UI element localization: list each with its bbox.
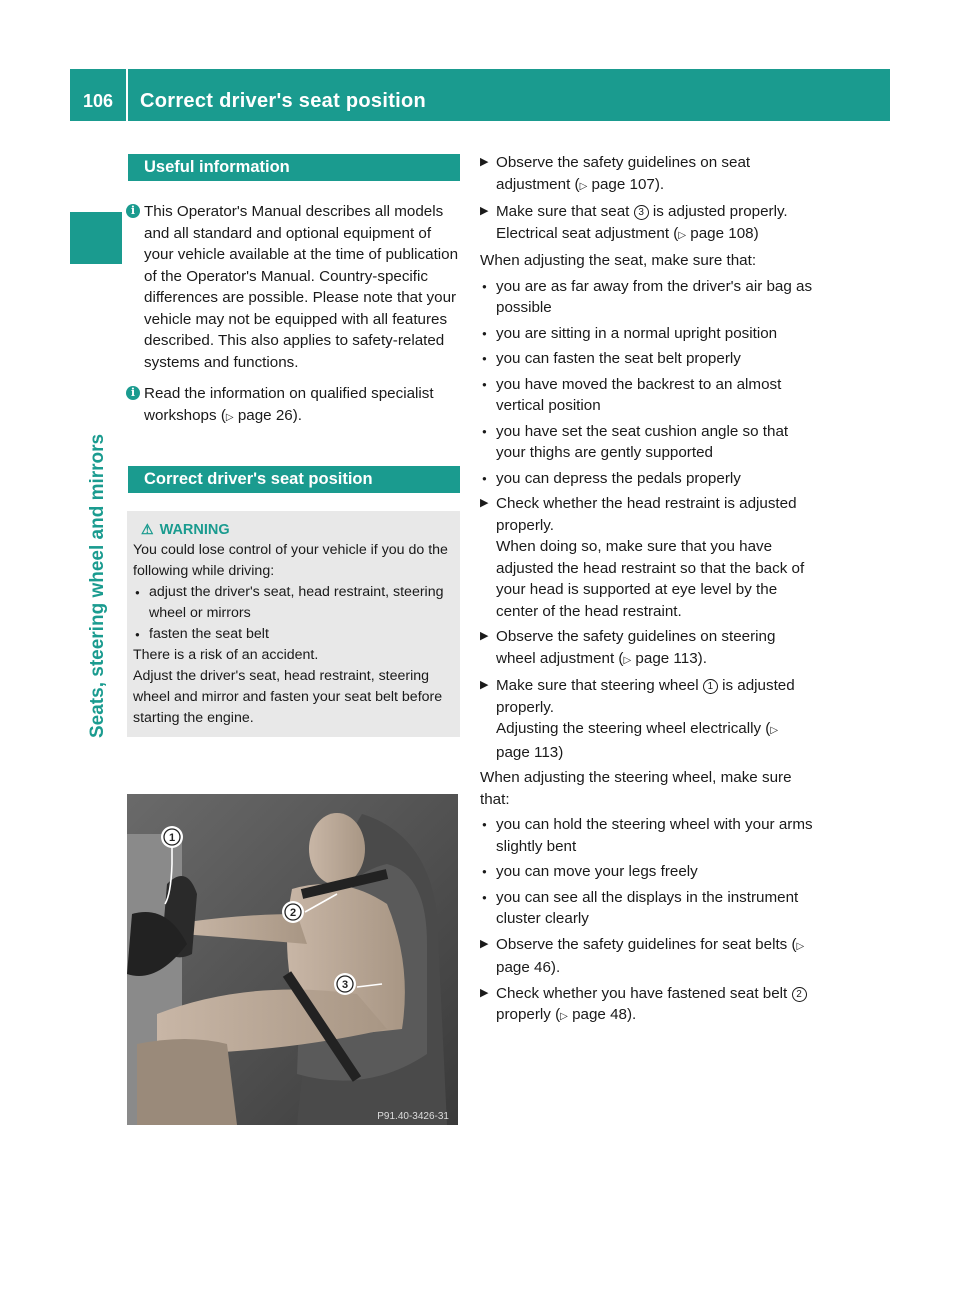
warning-bullet: ● fasten the seat belt bbox=[133, 624, 452, 645]
svg-text:3: 3 bbox=[341, 979, 349, 991]
warning-risk: There is a risk of an accident. bbox=[133, 647, 319, 663]
callout-3 bbox=[334, 973, 356, 995]
info-note-1-text: This Operator's Manual describes all models and all standard and optional equipment of your vehicle available at the time of publication of the Operator's Manual. Country-specific differences are possible. Please note that your vehicle may not be equipped with all features described. This also applies to safety-related systems and functions. bbox=[144, 203, 459, 371]
warning-triangle-icon: ⚠ bbox=[141, 521, 154, 537]
page-number: 106 bbox=[82, 91, 114, 111]
list-item: ● you can depress the pedals properly bbox=[480, 468, 816, 490]
page-ref-triangle-icon: ▷ bbox=[225, 411, 234, 423]
instruction-step: ▶ Observe the safety guidelines on steering wheel adjustment (▷ page 113). bbox=[480, 626, 816, 671]
info-icon: i bbox=[126, 386, 140, 400]
list-item: ● you have moved the backrest to an almost vertical position bbox=[480, 374, 816, 417]
warning-title-text: WARNING bbox=[159, 522, 230, 538]
page-ref-triangle-icon: ▷ bbox=[770, 725, 779, 736]
page-ref-link[interactable]: page 107 bbox=[591, 175, 655, 193]
page-ref-triangle-icon: ▷ bbox=[579, 180, 588, 192]
instruction-substep: Adjusting the steering wheel electrically (▷ page 113) bbox=[496, 720, 779, 761]
callout-number: 1 bbox=[703, 679, 718, 694]
svg-text:2: 2 bbox=[289, 907, 297, 919]
info-note-2-text: Read the information on qualified specialist workshops ( bbox=[144, 385, 434, 424]
info-icon: i bbox=[126, 204, 140, 218]
instruction-step: ▶ Observe the safety guidelines for seat belts (▷ page 46). bbox=[480, 934, 816, 979]
callout-number: 3 bbox=[634, 205, 649, 220]
left-column bbox=[114, 154, 460, 737]
instruction-step: ▶ Make sure that steering wheel 1 is adjusted properly. bbox=[480, 675, 816, 718]
side-chapter-label: Seats, steering wheel and mirrors bbox=[87, 433, 108, 738]
right-column bbox=[480, 152, 816, 1028]
useful-information-heading: Useful information bbox=[128, 154, 460, 181]
header-divider bbox=[126, 69, 128, 121]
seat-illustration bbox=[127, 794, 458, 1125]
list-item: ● you can move your legs freely bbox=[480, 861, 816, 883]
correct-seat-heading: Correct driver's seat position bbox=[128, 466, 460, 493]
page-ref-triangle-icon: ▷ bbox=[560, 1011, 568, 1022]
info-note-1 bbox=[114, 201, 460, 373]
page-ref-link[interactable]: page 108 bbox=[690, 224, 754, 242]
callout-1 bbox=[161, 826, 183, 848]
list-item: ● you have set the seat cushion angle so that your thighs are gently supported bbox=[480, 421, 816, 464]
list-item: ● you can hold the steering wheel with your arms slightly bent bbox=[480, 814, 816, 857]
warning-bullet: ● adjust the driver's seat, head restraint, steering wheel or mirrors bbox=[133, 582, 452, 624]
warning-box bbox=[127, 511, 460, 737]
page-ref-link[interactable]: page 113 bbox=[496, 743, 559, 761]
instruction-step: ▶ Make sure that seat 3 is adjusted properly. bbox=[480, 201, 816, 223]
instruction-step: ▶ Check whether the head restraint is adjusted properly. bbox=[480, 493, 816, 536]
warning-intro: You could lose control of your vehicle if you do the following while driving: bbox=[133, 542, 448, 579]
figure-code: P91.40-3426-31 bbox=[377, 1111, 449, 1122]
instruction-step: ▶ Check whether you have fastened seat belt 2 properly (▷ page 48). bbox=[480, 983, 816, 1028]
page-ref-link[interactable]: page 48 bbox=[572, 1006, 627, 1023]
wheel-checklist-intro: When adjusting the steering wheel, make sure that: bbox=[480, 769, 792, 808]
driver-seat-figure bbox=[127, 794, 458, 1125]
list-item: ● you are sitting in a normal upright position bbox=[480, 323, 816, 345]
list-item: ● you are as far away from the driver's air bag as possible bbox=[480, 276, 816, 319]
page-ref-triangle-icon: ▷ bbox=[678, 229, 687, 241]
page-ref-triangle-icon: ▷ bbox=[623, 654, 632, 666]
instruction-step: ▶ Observe the safety guidelines on seat adjustment (▷ page 107). bbox=[480, 152, 816, 197]
warning-title bbox=[133, 519, 452, 540]
list-item: ● you can see all the displays in the instrument cluster clearly bbox=[480, 887, 816, 930]
info-note-2 bbox=[114, 383, 460, 428]
warning-action: Adjust the driver's seat, head restraint, steering wheel and mirror and fasten your seat belt before starting the engine. bbox=[133, 668, 443, 726]
page-ref-link[interactable]: page 113 bbox=[635, 649, 698, 667]
callout-2 bbox=[282, 901, 304, 923]
page-ref-triangle-icon: ▷ bbox=[796, 940, 805, 952]
page-ref-link[interactable]: page 46 bbox=[496, 959, 551, 976]
page-title: Correct driver's seat position bbox=[140, 90, 427, 112]
page-ref-link[interactable]: page 26 bbox=[237, 406, 293, 424]
seat-checklist-intro: When adjusting the seat, make sure that: bbox=[480, 252, 757, 269]
svg-text:1: 1 bbox=[168, 832, 176, 844]
list-item: ● you can fasten the seat belt properly bbox=[480, 348, 816, 370]
info-note-2-tail: ). bbox=[292, 406, 302, 424]
instruction-substep: When doing so, make sure that you have adjusted the head restraint so that the back of your head is supported at eye level by the center of the head restraint. bbox=[496, 538, 805, 620]
callout-number: 2 bbox=[792, 987, 807, 1002]
instruction-substep: Electrical seat adjustment (▷ page 108) bbox=[496, 224, 759, 242]
page-header bbox=[70, 69, 890, 121]
